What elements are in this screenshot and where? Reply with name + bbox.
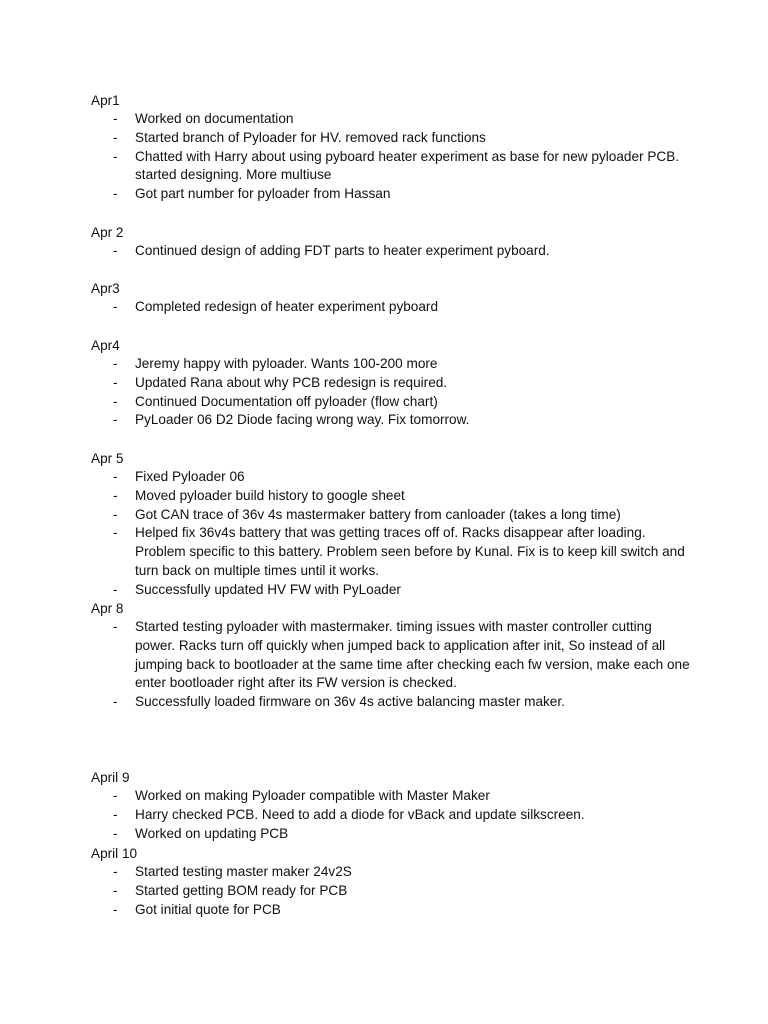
entry-april9 (91, 768, 691, 843)
item-text: Started testing master maker 24v2S (135, 864, 352, 879)
item-text: Got CAN trace of 36v 4s mastermaker battery from canloader (takes a long time) (135, 506, 621, 522)
entry-items (91, 242, 691, 261)
list-item (91, 129, 691, 148)
entry-items (91, 298, 691, 317)
dash-bullet: - (113, 694, 118, 710)
entry-apr8 (91, 599, 691, 712)
dash-bullet: - (113, 506, 118, 522)
entry-april10 (91, 844, 691, 919)
list-item (91, 882, 691, 901)
dash-bullet: - (113, 243, 118, 258)
dash-bullet: - (113, 581, 118, 597)
list-item (91, 355, 691, 374)
item-text: Started branch of Pyloader for HV. removed rack functions (135, 129, 486, 145)
list-item (91, 185, 691, 204)
dash-bullet: - (113, 487, 118, 503)
item-text: Continued Documentation off pyloader (flow chart) (135, 393, 438, 409)
item-text: Got part number for pyloader from Hassan (135, 186, 391, 202)
item-text: Got initial quote for PCB (135, 901, 281, 917)
dash-bullet: - (113, 356, 118, 371)
entry-date: April 9 (91, 770, 130, 785)
dash-bullet: - (113, 525, 118, 541)
dash-bullet: - (113, 129, 118, 145)
entry-items (91, 468, 691, 600)
entry-date: April 10 (91, 846, 138, 861)
dash-bullet: - (113, 806, 118, 822)
item-text: Harry checked PCB. Need to add a diode for vBack and update silkscreen. (135, 806, 585, 822)
list-item (91, 901, 691, 920)
entry-items (91, 863, 691, 919)
list-item (91, 524, 691, 580)
item-text: Successfully loaded firmware on 36v 4s active balancing master maker. (135, 694, 565, 710)
dash-bullet: - (113, 788, 118, 803)
item-text: Helped fix 36v4s battery that was getting traces off of. Racks disappear after loading. Problem specific to this battery. Problem seen before by Kunal. Fix is to keep kill switch and turn back on multiple times until it works. (135, 525, 685, 578)
list-item (91, 110, 691, 129)
dash-bullet: - (113, 825, 118, 841)
entry-date: Apr4 (91, 338, 120, 353)
item-text: Updated Rana about why PCB redesign is required. (135, 374, 448, 390)
dash-bullet: - (113, 374, 118, 390)
item-text: Successfully updated HV FW with PyLoader (135, 581, 401, 597)
dash-bullet: - (113, 412, 118, 428)
list-item (91, 148, 691, 186)
entry-apr4 (91, 336, 691, 430)
dash-bullet: - (113, 393, 118, 409)
item-text: Completed redesign of heater experiment pyboard (135, 299, 439, 314)
list-item (91, 693, 691, 712)
entry-date: Apr3 (91, 281, 120, 296)
entry-apr1 (91, 91, 691, 204)
entry-items (91, 110, 691, 204)
list-item (91, 242, 691, 261)
item-text: Started testing pyloader with mastermaker. timing issues with master controller cutting power. Racks turn off quickly when jumped back to application after init, So instead of all jumping back to bootloader at the same time after checking each fw version, make each one enter bootloader right after its FW version is checked. (135, 619, 690, 691)
dash-bullet: - (113, 619, 118, 634)
entry-date: Apr1 (91, 93, 120, 108)
entry-items (91, 618, 691, 712)
dash-bullet: - (113, 882, 118, 898)
item-text: PyLoader 06 D2 Diode facing wrong way. Fix tomorrow. (135, 412, 470, 428)
entry-apr5 (91, 449, 691, 600)
list-item (91, 825, 691, 844)
item-text: Worked on making Pyloader compatible with Master Maker (135, 788, 490, 803)
item-text: Started getting BOM ready for PCB (135, 882, 348, 898)
item-text: Continued design of adding FDT parts to heater experiment pyboard. (135, 243, 550, 258)
dash-bullet: - (113, 864, 118, 879)
entry-date: Apr 8 (91, 601, 124, 616)
entry-apr3 (91, 279, 691, 317)
dash-bullet: - (113, 299, 118, 314)
list-item (91, 411, 691, 430)
dash-bullet: - (113, 186, 118, 202)
entry-items (91, 355, 691, 430)
list-item (91, 298, 691, 317)
list-item (91, 863, 691, 882)
list-item (91, 581, 691, 600)
entry-date: Apr 2 (91, 225, 124, 240)
list-item (91, 506, 691, 525)
item-text: Fixed Pyloader 06 (135, 469, 245, 484)
item-text: Chatted with Harry about using pyboard heater experiment as base for new pyloader PCB. started designing. More multiuse (135, 148, 680, 183)
dash-bullet: - (113, 469, 118, 484)
entry-items (91, 787, 691, 843)
dash-bullet: - (113, 148, 118, 164)
dash-bullet: - (113, 111, 118, 126)
item-text: Jeremy happy with pyloader. Wants 100-200 more (135, 356, 438, 371)
list-item (91, 374, 691, 393)
list-item (91, 393, 691, 412)
item-text: Worked on updating PCB (135, 825, 289, 841)
list-item (91, 487, 691, 506)
entry-apr2 (91, 223, 691, 261)
list-item (91, 468, 691, 487)
list-item (91, 787, 691, 806)
entry-date: Apr 5 (91, 451, 124, 466)
list-item (91, 806, 691, 825)
dash-bullet: - (113, 901, 118, 917)
item-text: Moved pyloader build history to google sheet (135, 487, 405, 503)
item-text: Worked on documentation (135, 111, 294, 126)
list-item (91, 618, 691, 693)
